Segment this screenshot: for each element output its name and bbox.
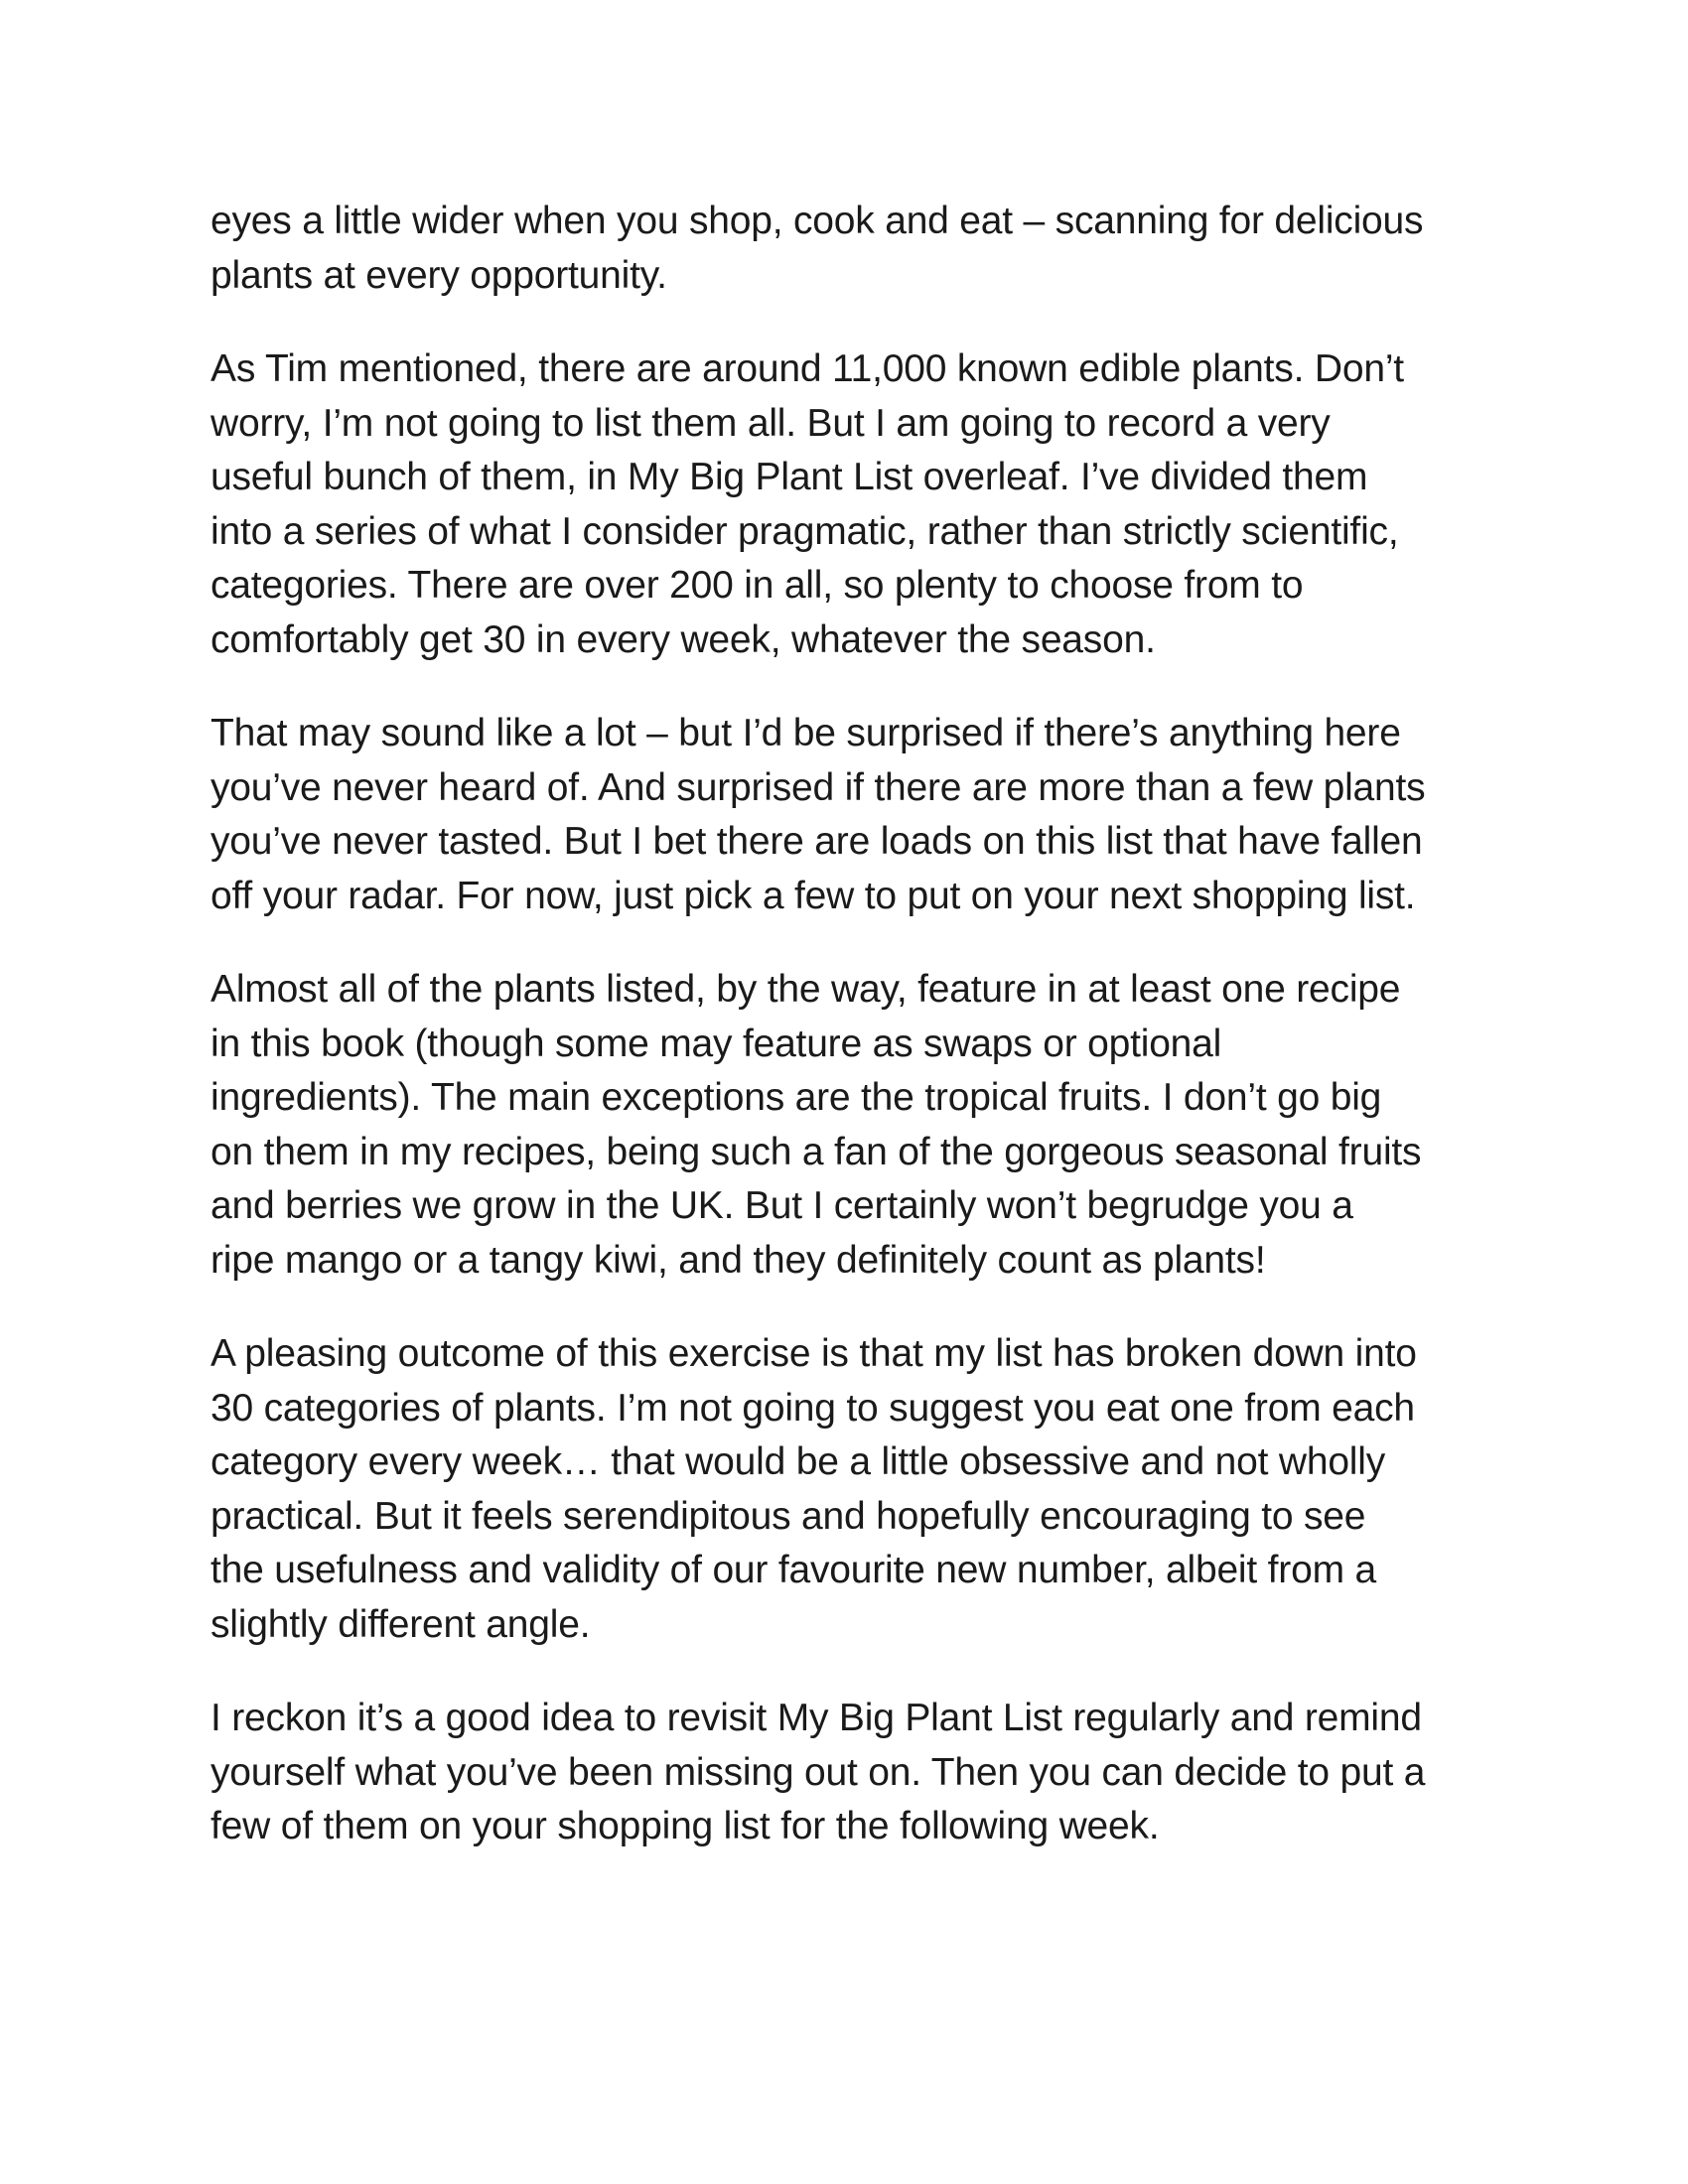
text-line: on them in my recipes, being such a fan of the gorgeous seasonal fruits [211, 1130, 1422, 1173]
text-line: off your radar. For now, just pick a few to put on your next shopping list. [211, 874, 1416, 917]
paragraph-6 [211, 1692, 1491, 1854]
text-line: yourself what you’ve been missing out on. Then you can decide to put a [211, 1750, 1426, 1794]
text-line: worry, I’m not going to list them all. But I am going to record a very [211, 401, 1331, 445]
text-line: A pleasing outcome of this exercise is that my list has broken down into [211, 1332, 1417, 1375]
paragraph-4 [211, 963, 1491, 1288]
text-line: ingredients). The main exceptions are the tropical fruits. I don’t go big [211, 1076, 1382, 1119]
paragraph-1 [211, 195, 1491, 303]
text-line: you’ve never heard of. And surprised if there are more than a few plants [211, 765, 1426, 809]
text-line: comfortably get 30 in every week, whatever the season. [211, 617, 1156, 661]
paragraph-3 [211, 707, 1491, 923]
text-line: That may sound like a lot – but I’d be surprised if there’s anything here [211, 712, 1401, 754]
text-line: practical. But it feels serendipitous and hopefully encouraging to see [211, 1494, 1366, 1538]
text-line: plants at every opportunity. [211, 253, 667, 297]
paragraph-5 [211, 1327, 1491, 1652]
text-line: Almost all of the plants listed, by the way, feature in at least one recipe [211, 968, 1401, 1011]
text-line: in this book (though some may feature as swaps or optional [211, 1022, 1222, 1065]
text-line: ripe mango or a tangy kiwi, and they definitely count as plants! [211, 1238, 1266, 1282]
text-line: categories. There are over 200 in all, so plenty to choose from to [211, 564, 1304, 607]
text-line: few of them on your shopping list for the following week. [211, 1805, 1160, 1847]
text-line: eyes a little wider when you shop, cook and eat – scanning for delicious [211, 200, 1424, 242]
text-line: the usefulness and validity of our favourite new number, albeit from a [211, 1549, 1376, 1591]
body-text [211, 195, 1491, 1894]
text-line: As Tim mentioned, there are around 11,000 known edible plants. Don’t [211, 347, 1404, 390]
text-line: slightly different angle. [211, 1602, 591, 1646]
paragraph-2 [211, 342, 1491, 667]
text-line: you’ve never tasted. But I bet there are loads on this list that have fallen [211, 820, 1423, 863]
text-line: useful bunch of them, in My Big Plant List overleaf. I’ve divided them [211, 456, 1368, 498]
text-line: I reckon it’s a good idea to revisit My Big Plant List regularly and remind [211, 1697, 1422, 1739]
text-line: category every week… that would be a little obsessive and not wholly [211, 1440, 1386, 1483]
text-line: 30 categories of plants. I’m not going to suggest you eat one from each [211, 1386, 1415, 1430]
text-line: into a series of what I consider pragmatic, rather than strictly scientific, [211, 509, 1399, 553]
text-line: and berries we grow in the UK. But I certainly won’t begrudge you a [211, 1184, 1353, 1227]
